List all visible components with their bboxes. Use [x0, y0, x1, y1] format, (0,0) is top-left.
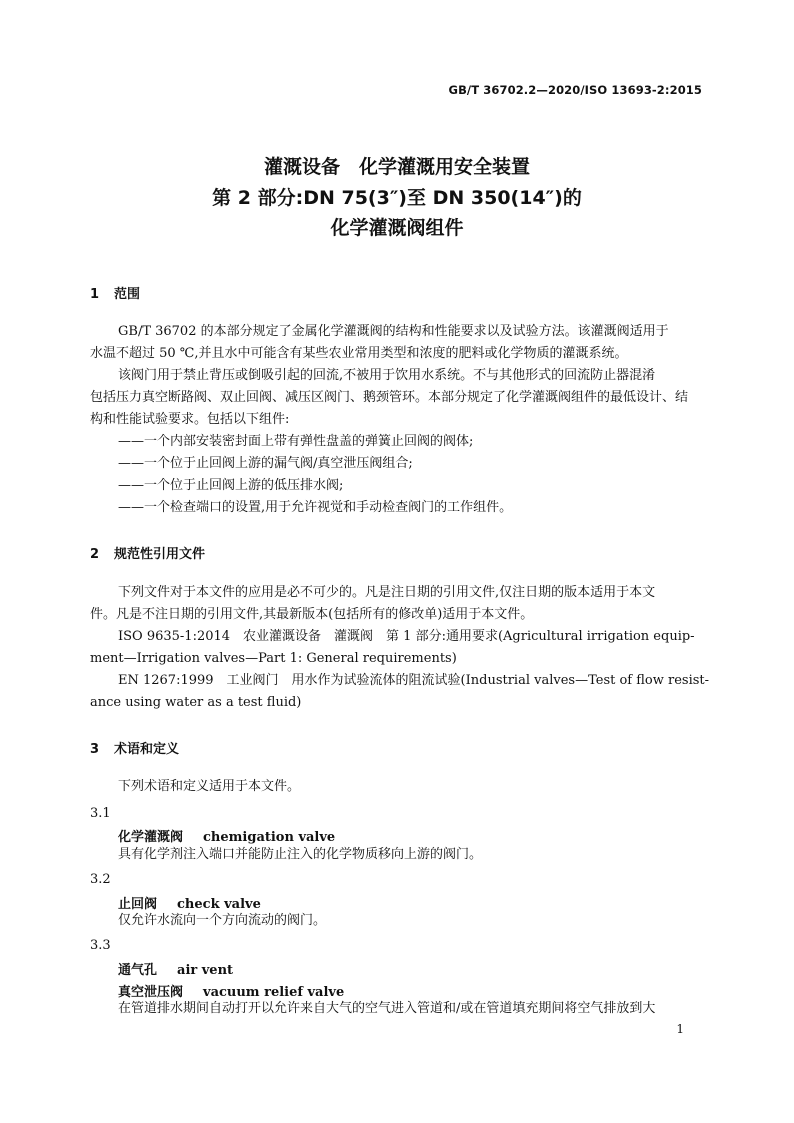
- section-title: 范围: [114, 287, 141, 302]
- paragraph-line: 该阀门用于禁止背压或倒吸引起的回流,不被用于饮用水系统。不与其他形式的回流防止器混淆: [118, 368, 656, 383]
- paragraph-line: 下列文件对于本文件的应用是必不可少的。凡是注日期的引用文件,仅注日期的版本适用于本文: [118, 585, 656, 600]
- section-number: 2: [90, 547, 100, 562]
- term-number: 3.2: [90, 872, 111, 887]
- reference-line: EN 1267:1999 工业阀门 用水作为试验流体的阻流试验(Industrial valves—Test of flow resist-: [118, 673, 710, 688]
- section-number: 1: [90, 287, 100, 302]
- paragraph-line: 水温不超过 50 ℃,并且水中可能含有某些农业常用类型和浓度的肥料或化学物质的灌溉系统。: [90, 346, 628, 361]
- term-number: 3.1: [90, 806, 111, 821]
- term-zh: 通气孔: [118, 963, 158, 978]
- term-en: air vent: [177, 963, 234, 978]
- term-definition: 具有化学剂注入端口并能防止注入的化学物质移向上游的阀门。: [118, 847, 483, 862]
- term-number: 3.3: [90, 938, 111, 953]
- section-title: 术语和定义: [114, 742, 180, 757]
- term-en: chemigation valve: [203, 830, 336, 845]
- list-item: ——一个位于止回阀上游的漏气阀/真空泄压阀组合;: [118, 456, 413, 471]
- reference-line: ance using water as a test fluid): [90, 695, 302, 710]
- reference-line: ISO 9635-1:2014 农业灌溉设备 灌溉阀 第 1 部分:通用要求(Agricultural irrigation equip-: [118, 629, 695, 644]
- term-definition: 在管道排水期间自动打开以允许来自大气的空气进入管道和/或在管道填充期间将空气排放到大: [118, 1001, 656, 1016]
- title-line-1: 灌溉设备 化学灌溉用安全装置: [263, 156, 530, 178]
- paragraph-line: 包括压力真空断路阀、双止回阀、减压区阀门、鹅颈管环。本部分规定了化学灌溉阀组件的最低设计、结: [90, 390, 689, 405]
- term-zh: 止回阀: [118, 897, 158, 912]
- paragraph-line: 下列术语和定义适用于本文件。: [118, 779, 301, 794]
- reference-line: ment—Irrigation valves—Part 1: General requirements): [90, 651, 457, 666]
- section-1-heading: [90, 283, 140, 302]
- title-line-3: 化学灌溉阀组件: [330, 217, 464, 239]
- term-en: vacuum relief valve: [203, 985, 345, 1000]
- title-line-2: 第 2 部分:DN 75(3″)至 DN 350(14″)的: [212, 187, 582, 209]
- list-item: ——一个位于止回阀上游的低压排水阀;: [118, 478, 344, 493]
- list-item: ——一个内部安装密封面上带有弹性盘盖的弹簧止回阀的阀体;: [118, 434, 474, 449]
- paragraph-line: 件。凡是不注日期的引用文件,其最新版本(包括所有的修改单)适用于本文件。: [90, 607, 534, 622]
- paragraph-line: 构和性能试验要求。包括以下组件:: [90, 412, 290, 427]
- term-en: check valve: [177, 897, 261, 912]
- page-number: 1: [676, 1022, 684, 1036]
- section-2-heading: [90, 543, 205, 562]
- paragraph-line: GB/T 36702 的本部分规定了金属化学灌溉阀的结构和性能要求以及试验方法。该灌溉阀适用于: [118, 324, 669, 339]
- term-zh: 化学灌溉阀: [118, 830, 184, 845]
- section-number: 3: [90, 742, 100, 757]
- term-zh: 真空泄压阀: [118, 985, 184, 1000]
- list-item: ——一个检查端口的设置,用于允许视觉和手动检查阀门的工作组件。: [118, 500, 513, 515]
- term-definition: 仅允许水流向一个方向流动的阀门。: [118, 913, 327, 928]
- section-3-heading: [90, 738, 179, 757]
- standard-code: GB/T 36702.2—2020/ISO 13693-2:2015: [448, 83, 702, 97]
- term-entry: [118, 959, 233, 978]
- term-entry: [118, 826, 335, 845]
- section-title: 规范性引用文件: [114, 547, 206, 562]
